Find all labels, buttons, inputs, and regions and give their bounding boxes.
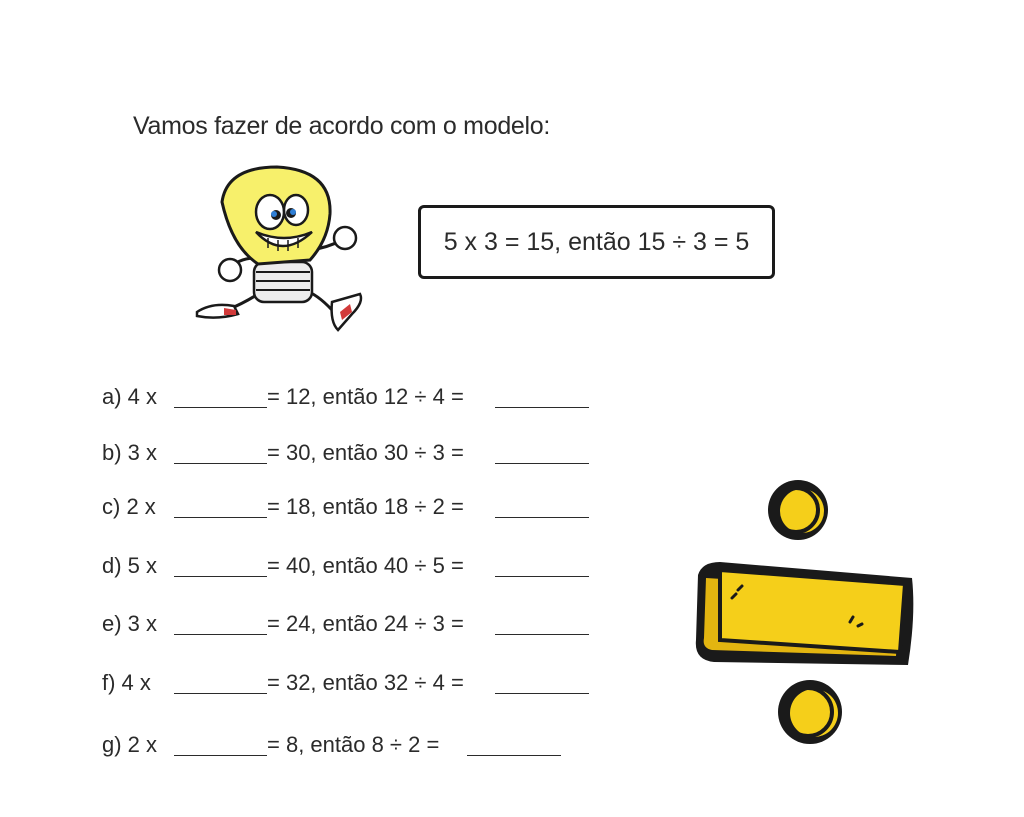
exercise-equation: = 30, então 30 ÷ 3 = [267,440,464,465]
answer-blank-quotient[interactable] [495,406,589,408]
answer-blank-quotient[interactable] [495,462,589,464]
exercise-label: a) 4 x [102,384,158,409]
exercise-g [102,732,561,758]
exercise-equation: = 12, então 12 ÷ 4 = [267,384,464,409]
answer-blank-quotient[interactable] [467,754,561,756]
exercise-label: d) 5 x [102,553,158,578]
exercise-e [102,611,589,637]
answer-blank-factor[interactable] [174,754,267,756]
answer-blank-factor[interactable] [174,516,267,518]
division-sign-icon [690,480,920,745]
exercise-label: e) 3 x [102,611,158,636]
exercise-c [102,494,589,520]
answer-blank-quotient[interactable] [495,575,589,577]
exercise-equation: = 8, então 8 ÷ 2 = [267,732,440,757]
exercise-f [102,670,589,696]
exercise-equation: = 18, então 18 ÷ 2 = [267,494,464,519]
answer-blank-factor[interactable] [174,633,267,635]
exercise-equation: = 40, então 40 ÷ 5 = [267,553,464,578]
answer-blank-factor[interactable] [174,575,267,577]
exercise-list [102,0,702,817]
instruction-title: Vamos fazer de acordo com o modelo: [133,112,551,140]
exercise-b [102,440,589,466]
exercise-label: g) 2 x [102,732,158,757]
exercise-equation: = 24, então 24 ÷ 3 = [267,611,464,636]
answer-blank-quotient[interactable] [495,633,589,635]
model-example-text: 5 x 3 = 15, então 15 ÷ 3 = 5 [443,227,750,256]
answer-blank-factor[interactable] [174,406,267,408]
exercise-a [102,384,589,410]
answer-blank-factor[interactable] [174,462,267,464]
exercise-equation: = 32, então 32 ÷ 4 = [267,670,464,695]
answer-blank-quotient[interactable] [495,692,589,694]
exercise-d [102,553,589,579]
exercise-label: c) 2 x [102,494,156,519]
answer-blank-quotient[interactable] [495,516,589,518]
answer-blank-factor[interactable] [174,692,267,694]
exercise-label: f) 4 x [102,670,151,695]
exercise-label: b) 3 x [102,440,158,465]
